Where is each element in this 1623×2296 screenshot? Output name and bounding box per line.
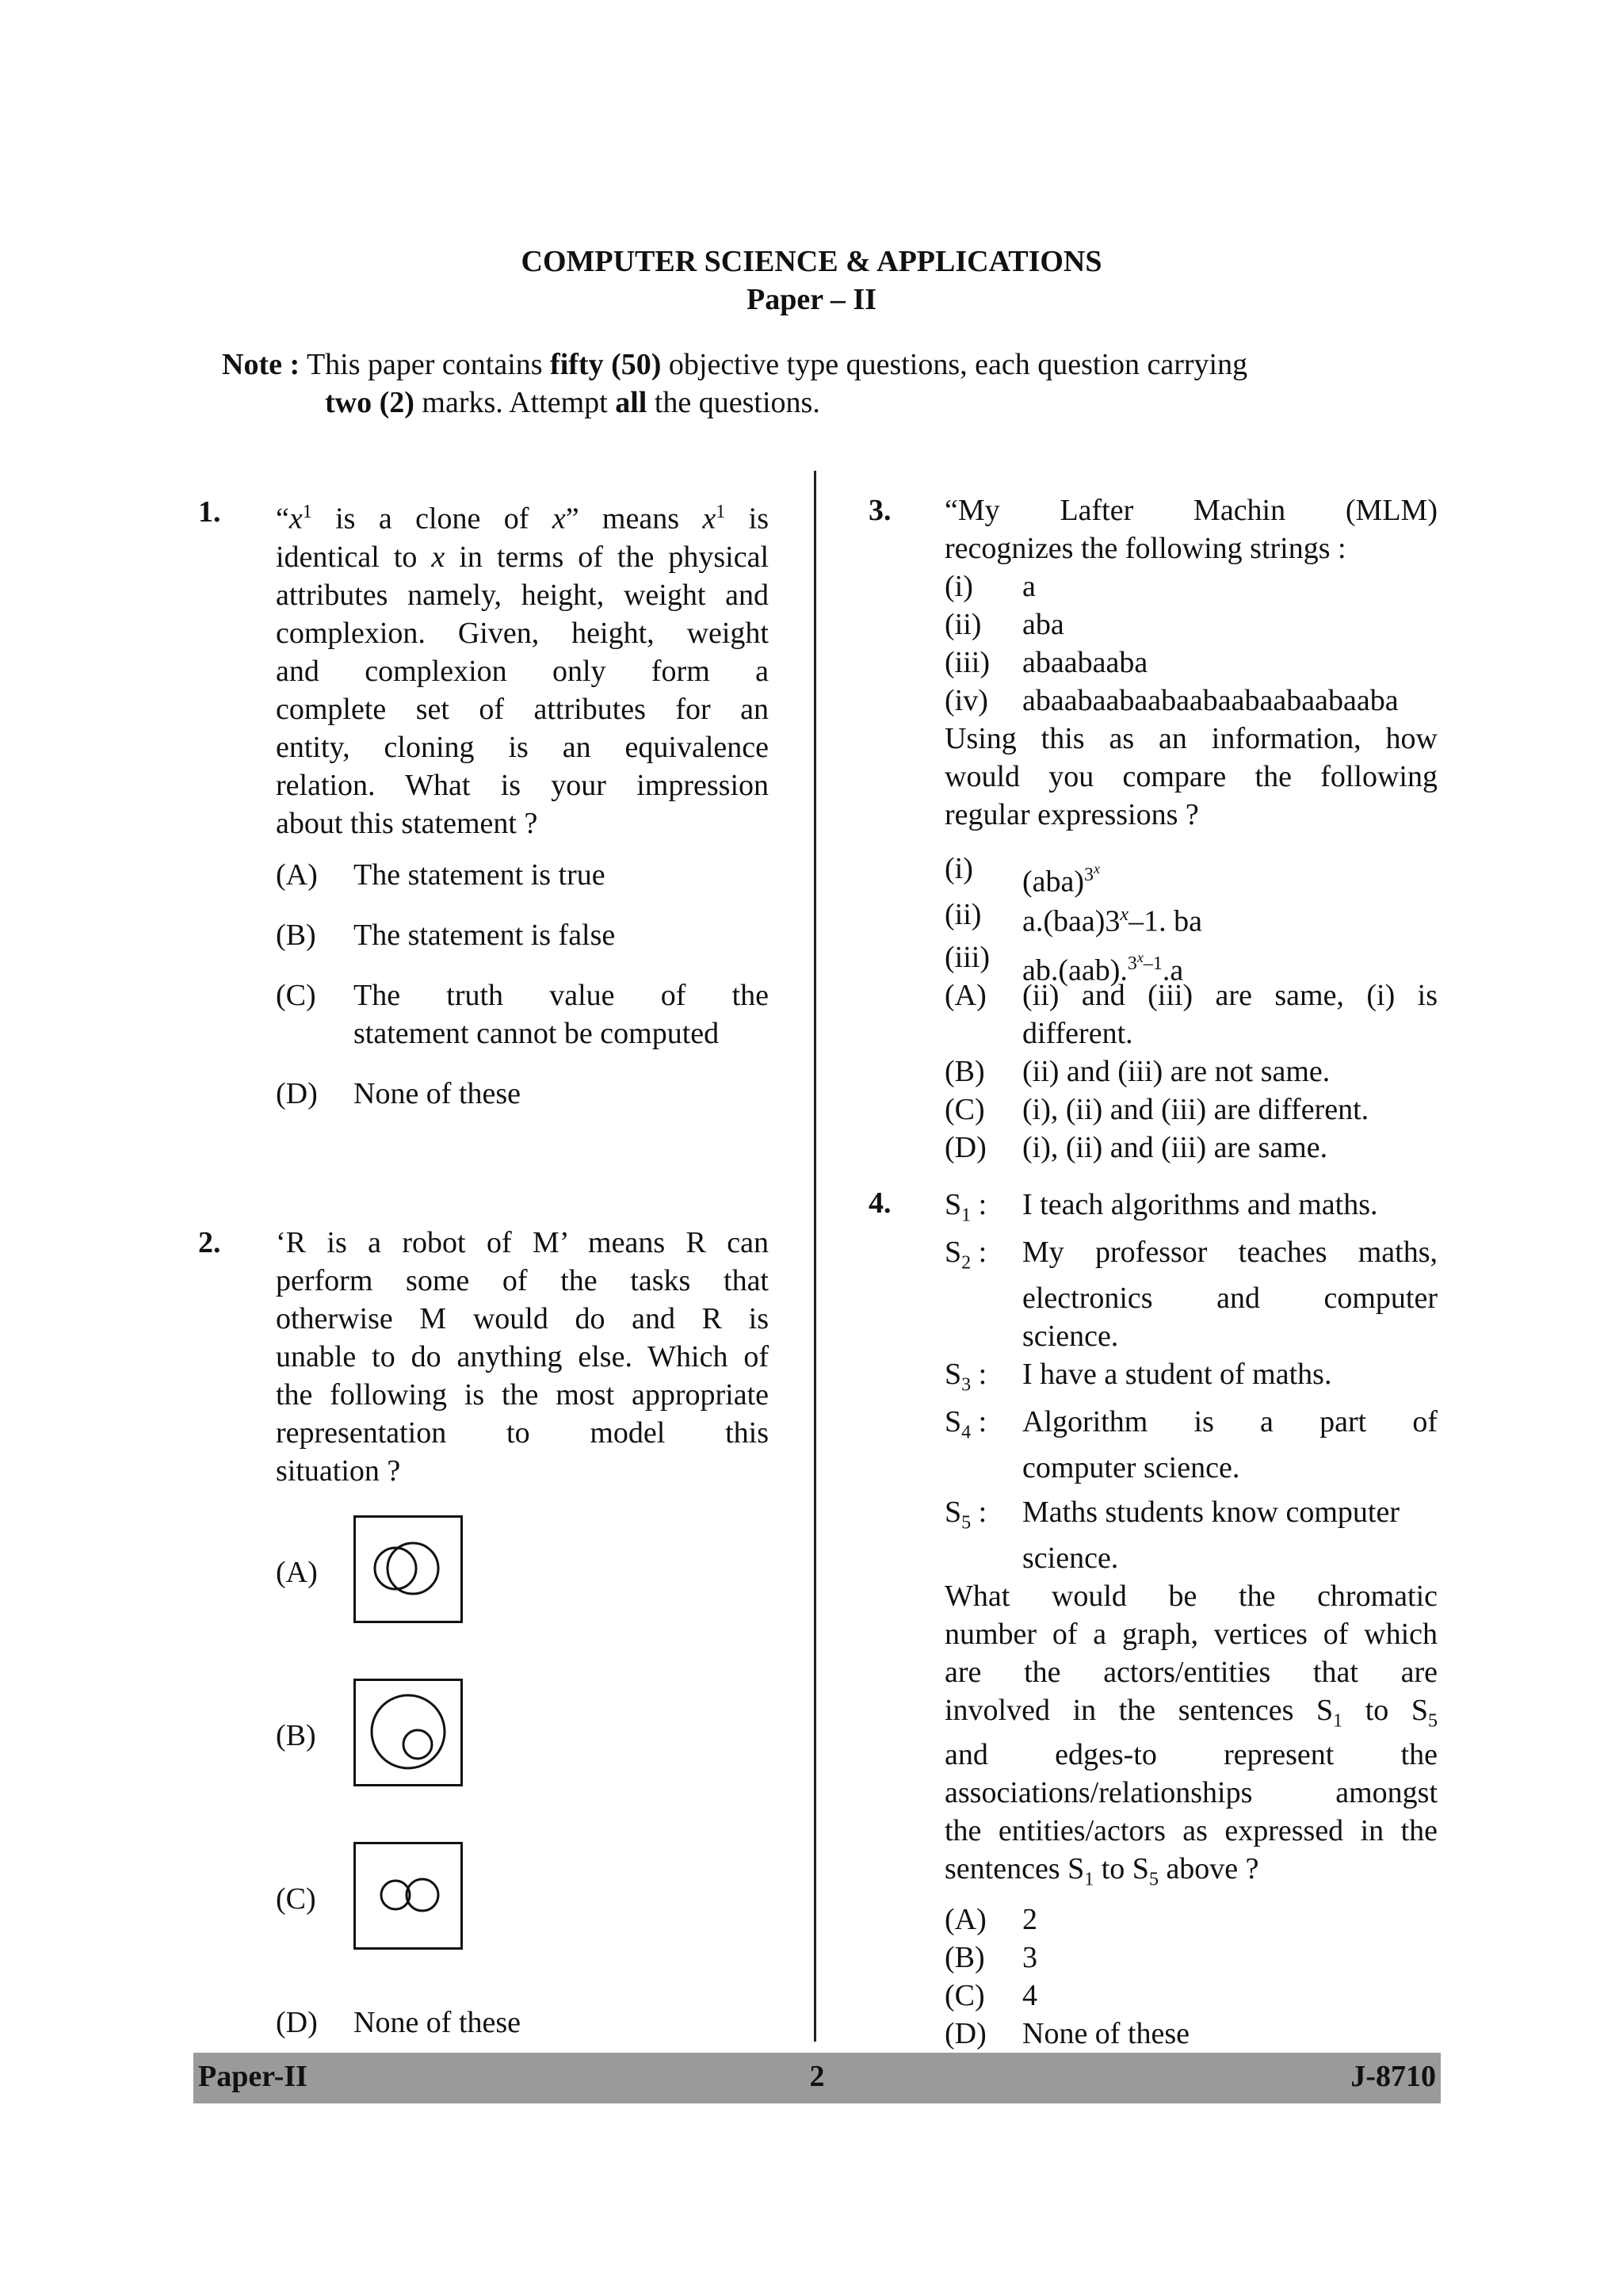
- q3-option-b: (ii) and (iii) are not same.: [1022, 1055, 1331, 1088]
- q3-string-2: aba: [1022, 608, 1064, 641]
- q4-option-c-label: (C): [945, 1979, 985, 2012]
- q3-option-a-line1: (ii) and (iii) are same, (i) is: [1022, 979, 1438, 1012]
- overlapping-circles-diagram: [356, 1518, 460, 1621]
- q1-option-b: The statement is false: [353, 919, 616, 952]
- q1-option-d-label: (D): [276, 1077, 318, 1110]
- q1-option-c-line2: statement cannot be computed: [353, 1017, 720, 1050]
- q4-s2-label: $S_2$ :: [945, 1236, 987, 1274]
- q4-s4-label: $S_4$ :: [945, 1405, 987, 1443]
- q2-option-d-label: (D): [276, 2006, 318, 2039]
- q1-option-b-label: (B): [276, 919, 316, 952]
- q2-option-d: None of these: [353, 2006, 521, 2039]
- note: Note : This paper contains fifty (50) objective type questions, each question carrying two (2) marks. Attempt all the questions.: [222, 348, 1248, 419]
- q2-option-a-diagram: [353, 1515, 463, 1623]
- paper-subtitle: Paper – II: [747, 283, 876, 316]
- question-2-text: ‘R is a robot of M’ means R can perform some of the tasks that otherwise M would do and R is unable to do anything else. Which of the following is the most appropriate representation to model this situation ?: [276, 1226, 769, 1488]
- q3-string-3: abaabaaba: [1022, 646, 1148, 679]
- q3-option-a-line2: different.: [1022, 1017, 1133, 1050]
- q4-option-a: 2: [1022, 1903, 1037, 1936]
- q3-option-d: (i), (ii) and (iii) are same.: [1022, 1131, 1328, 1164]
- q3-option-c-label: (C): [945, 1093, 985, 1126]
- q2-option-b-diagram: [353, 1679, 463, 1786]
- q4-s1-label: $S_1$ :: [945, 1188, 987, 1226]
- q4-option-d: None of these: [1022, 2017, 1190, 2050]
- question-3-intro: “My Lafter Machin (MLM) recognizes the following strings :: [945, 494, 1438, 565]
- question-2-number: 2.: [198, 1226, 221, 1259]
- question-1-number: 1.: [198, 495, 221, 529]
- circle-r: [375, 1548, 416, 1589]
- q4-s5-line2: science.: [1022, 1541, 1119, 1575]
- q4-s2-line2: electronics and computer: [1022, 1282, 1438, 1315]
- q3-option-b-label: (B): [945, 1055, 985, 1088]
- question-4-number: 4.: [869, 1186, 892, 1220]
- q3-option-d-label: (D): [945, 1131, 987, 1164]
- q3-string-4: abaabaabaabaabaabaabaabaaba: [1022, 684, 1399, 717]
- column-divider: [814, 471, 816, 2042]
- question-4-text: What would be the chromatic number of a graph, vertices of which are the actors/entities that are involved in the sentences $S_1$ to $S_5$ and edges-to represent the associations/relationships amongst the entities/actors as expressed in the sentences $S_1$ to $S_5$ above ?: [945, 1580, 1438, 1890]
- question-1-text: “$x^1$ is a clone of x” means $x^1$ is identical to x in terms of the physical attributes namely, height, weight and complexion. Given, height, weight and complexion only form a complete set of attributes for an entity, cloning is an equivalence relation. What is your impression about this statement ?: [276, 502, 769, 840]
- q4-s1: I teach algorithms and maths.: [1022, 1188, 1378, 1221]
- page-number: 2: [809, 2060, 825, 2093]
- circle-m: [388, 1543, 438, 1594]
- question-3-number: 3.: [869, 494, 892, 527]
- q4-s2-line1: My professor teaches maths,: [1022, 1236, 1438, 1269]
- circle-inner: [403, 1730, 432, 1759]
- circle-outer: [372, 1695, 445, 1768]
- q4-option-a-label: (A): [945, 1903, 987, 1936]
- q3-option-a-label: (A): [945, 979, 987, 1012]
- q3-expression-1: (aba)$^{3^x}$: [1022, 861, 1101, 899]
- q4-option-b: 3: [1022, 1941, 1037, 1974]
- q4-s4-line1: Algorithm is a part of: [1022, 1405, 1438, 1438]
- nested-circles-diagram: [356, 1681, 460, 1784]
- question-3-text: Using this as an information, how would you compare the following regular expressions ?: [945, 722, 1438, 831]
- q3-string-1: a: [1022, 570, 1036, 603]
- q4-s4-line2: computer science.: [1022, 1451, 1240, 1484]
- q3-option-c: (i), (ii) and (iii) are different.: [1022, 1093, 1369, 1126]
- q4-option-d-label: (D): [945, 2017, 987, 2050]
- q1-option-a: The statement is true: [353, 858, 605, 892]
- q2-option-c-diagram: [353, 1842, 463, 1950]
- q4-s5-label: $S_5$ :: [945, 1496, 987, 1534]
- q4-s5-line1: Maths students know computer: [1022, 1496, 1400, 1529]
- q1-option-d: None of these: [353, 1077, 521, 1110]
- q4-option-b-label: (B): [945, 1941, 985, 1974]
- footer-code: J-8710: [1350, 2060, 1436, 2093]
- footer-paper-label: Paper-II: [198, 2060, 307, 2093]
- page-footer: [193, 2053, 1441, 2103]
- q1-option-c-line1: The truth value of the: [353, 979, 769, 1012]
- q4-s3: I have a student of maths.: [1022, 1358, 1332, 1391]
- q4-s3-label: $S_3$ :: [945, 1358, 987, 1396]
- q2-option-a-label: (A): [276, 1556, 318, 1589]
- note-label: Note :: [222, 348, 300, 381]
- q1-option-c-label: (C): [276, 979, 316, 1012]
- disjoint-circles-diagram: [356, 1844, 460, 1947]
- q3-expression-2: a.(baa)3$^x$–1. ba: [1022, 904, 1202, 938]
- circle-right: [407, 1879, 438, 1911]
- q2-option-c-label: (C): [276, 1882, 316, 1916]
- q4-option-c: 4: [1022, 1979, 1037, 2012]
- q4-s2-line3: science.: [1022, 1320, 1119, 1353]
- q1-option-a-label: (A): [276, 858, 318, 892]
- q2-option-b-label: (B): [276, 1719, 316, 1752]
- paper-title: COMPUTER SCIENCE & APPLICATIONS: [521, 245, 1102, 278]
- q3-expression-3: ab.(aab).$^{3^x-1}$.a: [1022, 949, 1184, 988]
